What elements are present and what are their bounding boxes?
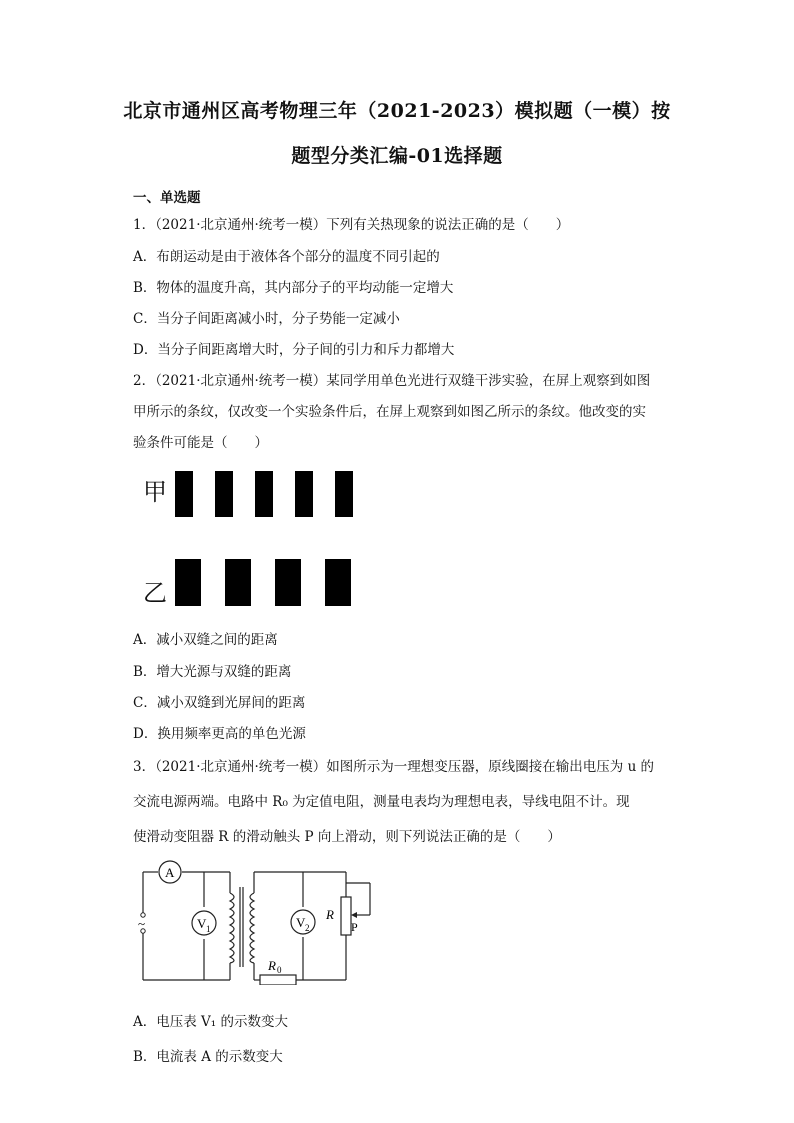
question-3-stem-line-2: 交流电源两端。电路中 R₀ 为定值电阻，测量电表均为理想电表，导线电阻不计。现	[133, 794, 630, 810]
fringe-jia-bar	[295, 471, 313, 517]
fringe-jia-bar	[255, 471, 273, 517]
slider-label: P	[351, 920, 358, 934]
question-2-stem-line-2: 甲所示的条纹，仅改变一个实验条件后，在屏上观察到如图乙所示的条纹。他改变的实	[133, 404, 646, 420]
voltmeter-1-label: V	[197, 916, 207, 931]
slider-arrow-icon	[351, 912, 357, 918]
rheostat-label: R	[326, 907, 334, 922]
question-2-option-a: A．减小双缝之间的距离	[133, 632, 278, 648]
fixed-resistor-label: R	[268, 958, 276, 973]
fixed-resistor-icon	[260, 975, 296, 985]
question-1-option-b: B．物体的温度升高，其内部分子的平均动能一定增大	[133, 280, 454, 296]
rheostat-icon	[341, 897, 351, 935]
voltmeter-1-subscript: 1	[206, 924, 211, 934]
fringe-yi-bar	[175, 559, 201, 606]
question-2-stem-line-3: 验条件可能是（ ）	[133, 435, 268, 451]
section-heading: 一、单选题	[133, 190, 201, 206]
question-2-option-c: C．减小双缝到光屏间的距离	[133, 695, 306, 711]
question-3-option-b: B．电流表 A 的示数变大	[133, 1049, 283, 1065]
question-1-option-a: A．布朗运动是由于液体各个部分的温度不同引起的	[133, 249, 440, 265]
voltmeter-2-subscript: 2	[305, 923, 310, 933]
ammeter-label: A	[165, 865, 175, 880]
fringe-label-jia: 甲	[143, 478, 167, 506]
question-2-stem-line-1: 2．（2021·北京通州·统考一模）某同学用单色光进行双缝干涉实验，在屏上观察到如图	[133, 373, 651, 389]
voltmeter-2-label: V	[296, 915, 306, 930]
fringe-label-yi: 乙	[143, 579, 167, 607]
question-1-option-d: D．当分子间距离增大时，分子间的引力和斥力都增大	[133, 342, 455, 358]
fringe-jia-bar	[215, 471, 233, 517]
question-2-option-b: B．增大光源与双缝的距离	[133, 664, 292, 680]
question-3-stem-line-3: 使滑动变阻器 R 的滑动触头 P 向上滑动，则下列说法正确的是（ ）	[133, 829, 561, 845]
question-1-option-c: C．当分子间距离减小时，分子势能一定减小	[133, 311, 400, 327]
fixed-resistor-subscript: 0	[277, 965, 282, 975]
title-line-2: 题型分类汇编-01选择题	[291, 145, 503, 167]
question-1-stem: 1．（2021·北京通州·统考一模）下列有关热现象的说法正确的是（ ）	[133, 217, 570, 233]
fringe-jia-bar	[175, 471, 193, 517]
title-line-1: 北京市通州区高考物理三年（2021-2023）模拟题（一模）按	[123, 100, 671, 122]
transformer-circuit-diagram	[138, 855, 388, 985]
fringe-yi-bar	[325, 559, 351, 606]
question-3-stem-line-1: 3．（2021·北京通州·统考一模）如图所示为一理想变压器，原线圈接在输出电压为 u 的	[133, 759, 655, 775]
question-2-option-d: D．换用频率更高的单色光源	[133, 726, 306, 742]
fringe-yi-bar	[275, 559, 301, 606]
fringe-yi-bar	[225, 559, 251, 606]
question-3-option-a: A．电压表 V₁ 的示数变大	[133, 1014, 288, 1030]
ac-source-symbol: ~	[138, 916, 146, 931]
fringe-jia-bar	[335, 471, 353, 517]
